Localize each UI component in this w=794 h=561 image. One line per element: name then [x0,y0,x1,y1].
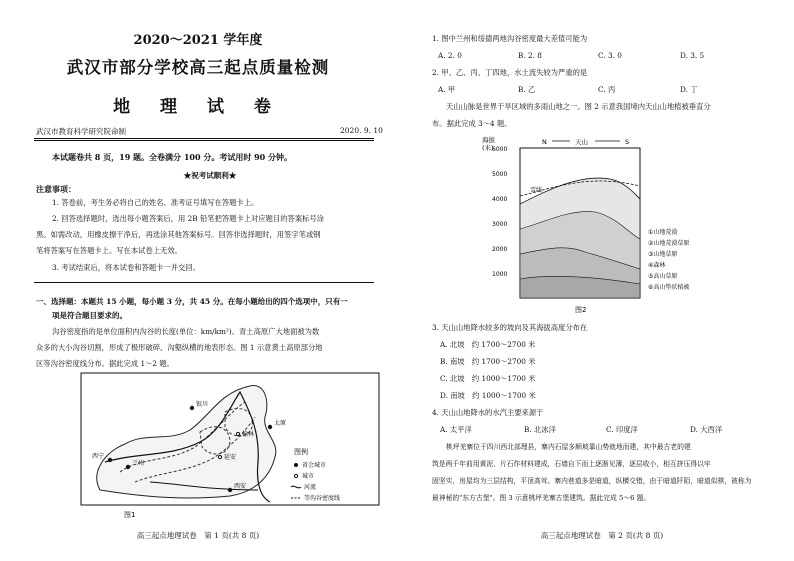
wish-line: ★祝考试顺利★ [183,171,237,180]
note-2: 2. 回答选择题时，选出每小题答案后，用 2B 铅笔把答题卡上对应题目的答案标号涂 [52,214,325,223]
exam-title: 武汉市部分学校高三起点质量检测 [66,58,330,77]
date: 2020. 9. 10 [340,126,383,135]
section1-heading-cont: 项是符合题目要求的。 [52,311,127,320]
publisher: 武汉市教育科学研究院命制 [36,127,126,136]
q4-option-c: C. 印度洋 [606,425,638,434]
fig2-tick-6000: 6000 [492,146,508,153]
fig2-legend-2: ②山地荒漠草原 [648,240,690,247]
q2-option-c: C. 丙 [598,85,616,94]
q1-option-d: D. 3. 5 [680,51,705,60]
para3-line2: 筑是两千年前用黄泥、片石作材料建成，石墙自下而上逐渐见薄，逐层收小，相互挤压得以牢 [432,460,711,468]
question-3: 3. 天山山地降水较多的坡向及其海拔高度分布在 [432,323,588,332]
map-legend-title: 图例 [294,448,308,456]
map-label-xining: 西宁 [92,453,105,460]
fig2-legend-6: ⑥高山垫状植被 [648,284,690,291]
fig2-tick-5000: 5000 [492,171,508,178]
exam-info: 本试题卷共 8 页，19 题。全卷满分 100 分。考试用时 90 分钟。 [52,152,293,162]
note-3: 3. 考试结束后，将本试卷和答题卡一并交回。 [52,263,200,272]
q3-option-c: C. 北坡 约 1000～1700 米 [440,374,536,383]
q2-option-b: B. 乙 [518,85,536,94]
fig2-tick-4000: 4000 [492,196,508,203]
fig2-tianshan: 天山 [575,138,588,146]
para3-line4: 最神秘的"东方古堡"。图 3 示意桃坪羌寨古堡建筑。据此完成 5～6 题。 [432,494,651,502]
q1-option-a: A. 2. 0 [438,51,462,60]
notes-title: 注意事项： [36,184,76,194]
section-rule [34,282,374,283]
section1-heading: 一、选择题：本题共 15 小题，每小题 3 分，共 45 分。在每小题给出的四个选项中，只有一 [36,297,348,306]
map-label-yanan: 延安 [224,454,237,461]
q2-option-d: D. 丁 [680,85,698,94]
q1-option-b: B. 2. 8 [518,51,542,60]
para1-line2: 众多的大小沟谷切割，形成了极形破碎、沟壑纵横的地表形态。图 1 示意黄土高原部分地 [36,343,323,352]
fig2-snowline: 雪线 [530,187,543,194]
q1-option-c: C. 3. 0 [598,51,622,60]
figure1-map [80,372,380,520]
fig2-south: S [625,138,630,146]
note-2-end: 笔将答案写在答题卡上。写在本试卷上无效。 [36,246,182,255]
fig2-legend-4: ④森林 [648,262,666,269]
q3-option-a: A. 北坡 约 1700～2700 米 [440,340,536,349]
note-1: 1. 答卷前，考生务必将自己的姓名、准考证号填写在答题卡上。 [52,198,259,207]
figure2-profile [470,134,720,318]
right-footer: 高三起点地理试卷 第 2 页(共 8 页) [540,531,664,540]
map-label-taiyuan: 太原 [274,420,287,427]
map-label-xian: 西安 [234,483,247,490]
question-2: 2. 甲、乙、丙、丁四地，水土流失较为严重的是 [432,68,588,77]
question-4: 4. 天山山地降水的水汽主要来源于 [432,408,544,417]
fig2-tick-3000: 3000 [492,221,508,228]
fig2-tick-2000: 2000 [492,246,508,253]
subject-title: 地 理 试 卷 [113,97,283,117]
para1-line1: 沟谷密度指的是单位面积内沟谷的长度(单位：km/km²)。青土高原广大地面被为数 [52,327,320,336]
q3-option-b: B. 南坡 约 1700～2700 米 [440,357,536,366]
figure2-caption: 图2 [575,306,587,314]
para3-line1: 桃坪羌寨位于四川西北部理县，寨内石屋多顺坡靠山势就地而建，其中最古老的建 [446,443,691,451]
map-label-yinchuan: 银川 [196,401,209,408]
para2-line2: 布。据此完成 3～4 题。 [432,119,512,128]
fig2-legend-5: ⑤高山草原 [648,273,678,280]
fig2-legend-3: ③山地草原 [648,251,678,258]
para3-line3: 固坚实，房屋均为三层结构，平顶高耸。寨内巷道多是暗道，纵横交错，由于暗道阡陌，暗道似棋，被称为 [432,477,752,485]
fig2-tick-1000: 1000 [492,271,508,278]
q4-option-a: A. 太平洋 [440,425,472,434]
left-footer: 高三起点地理试卷 第 1 页(共 8 页) [136,531,260,540]
q4-option-d: D. 大西洋 [690,425,723,434]
q2-option-a: A. 甲 [438,85,456,94]
figure1-caption: 图1 [124,511,136,519]
q3-option-d: D. 南坡 约 1000～1700 米 [440,391,536,400]
para2-line1: 天山山脉是世界干旱区域的多雨山地之一。图 2 示意我国境内天山山地植被垂直分 [446,102,711,111]
para1-line3: 区等沟谷密度线分布。据此完成 1～2 题。 [36,359,174,368]
header-rule-bottom [34,140,374,141]
fig2-ylabel-2: (米) [482,144,494,152]
map-legend-river: 河流 [304,484,317,491]
fig2-ylabel-1: 海拔 [482,136,495,144]
fig2-legend-1: ①山地荒漠 [648,229,678,236]
q4-option-b: B. 北冰洋 [524,425,556,434]
map-legend-city: 城市 [302,473,315,480]
question-1: 1. 图中兰州和绥德两地沟谷密度最大差值可能为 [432,34,588,43]
note-2-cont: 黑。如需改动，用橡皮擦干净后，再选涂其他答案标号。回答非选择题时，用签字笔或钢 [36,230,321,239]
map-legend-capital: 省会城市 [302,462,327,469]
fig2-north: N [542,138,547,146]
year-line: 2020～2021 学年度 [133,33,263,48]
header-rule-top [34,138,374,139]
map-label-lanzhou: 兰州 [132,460,145,467]
map-legend-contour: 等沟谷密度线 [304,495,341,502]
map-label-yulin: 榆林 [242,431,255,438]
